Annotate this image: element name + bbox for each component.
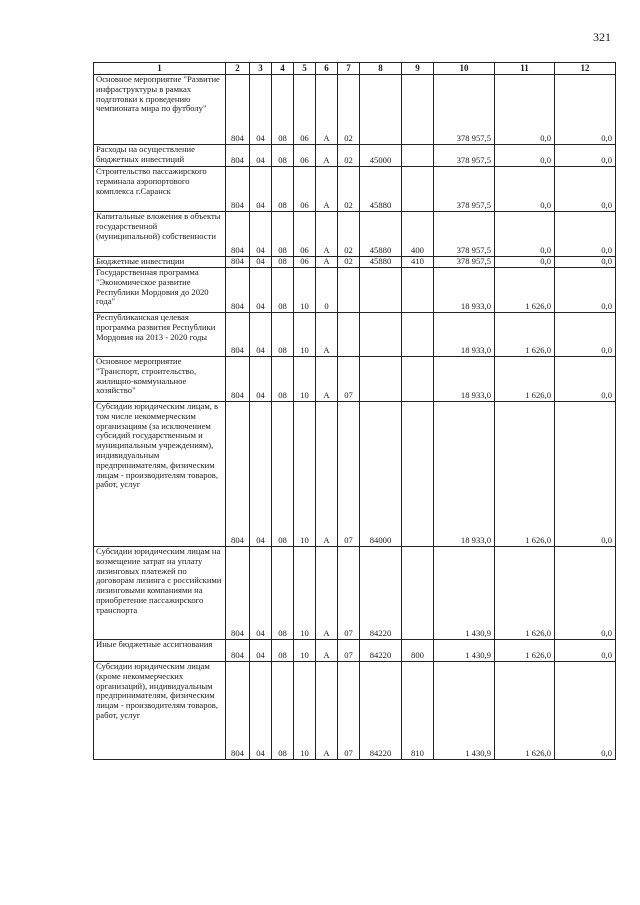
row-cell-c6: А [316, 402, 338, 547]
row-cell-c3: 04 [250, 662, 272, 760]
row-cell-c2: 804 [226, 547, 250, 640]
row-cell-c4: 08 [272, 75, 294, 145]
row-name-cell: Основное мероприятие "Развитие инфраструктуры в рамках подготовки к проведению чемпионата мира по футболу" [94, 75, 226, 145]
row-cell-c4: 08 [272, 547, 294, 640]
row-cell-c9: 810 [402, 662, 434, 760]
row-cell-c3: 04 [250, 402, 272, 547]
row-cell-c2: 804 [226, 640, 250, 662]
row-cell-c5: 10 [294, 547, 316, 640]
row-cell-c12: 0,0 [555, 75, 616, 145]
row-cell-c3: 04 [250, 313, 272, 357]
row-cell-c10: 1 430,9 [434, 547, 495, 640]
row-cell-c7 [338, 268, 360, 313]
row-cell-c12: 0,0 [555, 640, 616, 662]
row-cell-c7: 07 [338, 402, 360, 547]
table-body [94, 75, 616, 760]
table-row [94, 212, 616, 257]
row-cell-c8: 84220 [360, 662, 402, 760]
row-cell-c8: 45880 [360, 212, 402, 257]
row-cell-c8: 84000 [360, 402, 402, 547]
row-cell-c6: А [316, 257, 338, 268]
row-cell-c6: А [316, 357, 338, 402]
row-cell-c11: 1 626,0 [495, 402, 555, 547]
column-header-2: 2 [226, 63, 250, 75]
row-cell-c9 [402, 313, 434, 357]
row-cell-c9: 800 [402, 640, 434, 662]
table-row [94, 257, 616, 268]
row-cell-c3: 04 [250, 357, 272, 402]
row-cell-c12: 0,0 [555, 547, 616, 640]
row-cell-c10: 378 957,5 [434, 145, 495, 167]
row-cell-c11: 1 626,0 [495, 268, 555, 313]
table-row [94, 167, 616, 212]
row-cell-c4: 08 [272, 662, 294, 760]
row-cell-c4: 08 [272, 145, 294, 167]
row-cell-c10: 378 957,5 [434, 257, 495, 268]
row-cell-c4: 08 [272, 212, 294, 257]
row-cell-c9 [402, 268, 434, 313]
row-cell-c12: 0,0 [555, 662, 616, 760]
row-cell-c2: 804 [226, 268, 250, 313]
row-cell-c10: 18 933,0 [434, 357, 495, 402]
row-cell-c11: 0,0 [495, 75, 555, 145]
row-cell-c5: 06 [294, 145, 316, 167]
row-cell-c11: 1 626,0 [495, 547, 555, 640]
row-cell-c5: 06 [294, 257, 316, 268]
column-header-1: 1 [94, 63, 226, 75]
row-name-cell: Расходы на осуществление бюджетных инвестиций [94, 145, 226, 167]
row-cell-c11: 1 626,0 [495, 313, 555, 357]
row-cell-c7: 02 [338, 75, 360, 145]
row-cell-c9 [402, 547, 434, 640]
column-header-10: 10 [434, 63, 495, 75]
row-cell-c12: 0,0 [555, 402, 616, 547]
row-cell-c9: 410 [402, 257, 434, 268]
row-cell-c8 [360, 75, 402, 145]
row-cell-c10: 378 957,5 [434, 167, 495, 212]
row-cell-c8: 45880 [360, 167, 402, 212]
row-cell-c10: 378 957,5 [434, 212, 495, 257]
row-cell-c4: 08 [272, 313, 294, 357]
row-cell-c3: 04 [250, 640, 272, 662]
row-cell-c6: А [316, 212, 338, 257]
row-cell-c7 [338, 313, 360, 357]
row-cell-c6: А [316, 145, 338, 167]
row-cell-c7: 02 [338, 167, 360, 212]
row-name-cell: Строительство пассажирского терминала аэропортового комплекса г.Саранск [94, 167, 226, 212]
row-cell-c10: 1 430,9 [434, 662, 495, 760]
row-cell-c7: 07 [338, 662, 360, 760]
row-cell-c5: 10 [294, 313, 316, 357]
table-row [94, 662, 616, 760]
row-cell-c5: 10 [294, 662, 316, 760]
row-cell-c2: 804 [226, 402, 250, 547]
column-header-8: 8 [360, 63, 402, 75]
row-cell-c6: 0 [316, 268, 338, 313]
row-cell-c10: 378 957,5 [434, 75, 495, 145]
row-cell-c10: 18 933,0 [434, 268, 495, 313]
table-row [94, 145, 616, 167]
row-cell-c9 [402, 167, 434, 212]
header-row [94, 63, 616, 75]
row-cell-c4: 08 [272, 257, 294, 268]
table-row [94, 75, 616, 145]
row-name-cell: Основное мероприятие "Транспорт, строительство, жилищно-коммунальное хозяйство" [94, 357, 226, 402]
row-cell-c12: 0,0 [555, 167, 616, 212]
row-cell-c7: 07 [338, 357, 360, 402]
row-cell-c6: А [316, 662, 338, 760]
row-cell-c2: 804 [226, 145, 250, 167]
row-cell-c9 [402, 145, 434, 167]
row-cell-c12: 0,0 [555, 212, 616, 257]
column-header-6: 6 [316, 63, 338, 75]
row-cell-c3: 04 [250, 145, 272, 167]
table-row [94, 268, 616, 313]
column-header-3: 3 [250, 63, 272, 75]
row-cell-c10: 1 430,9 [434, 640, 495, 662]
row-cell-c9 [402, 357, 434, 402]
row-cell-c9 [402, 402, 434, 547]
row-cell-c8: 45880 [360, 257, 402, 268]
row-cell-c11: 1 626,0 [495, 357, 555, 402]
row-cell-c2: 804 [226, 357, 250, 402]
row-cell-c4: 08 [272, 167, 294, 212]
row-cell-c6: А [316, 75, 338, 145]
table-row [94, 402, 616, 547]
row-cell-c3: 04 [250, 167, 272, 212]
row-cell-c8 [360, 268, 402, 313]
column-header-7: 7 [338, 63, 360, 75]
row-cell-c5: 06 [294, 75, 316, 145]
row-cell-c5: 10 [294, 357, 316, 402]
row-cell-c9 [402, 75, 434, 145]
row-cell-c12: 0,0 [555, 268, 616, 313]
row-cell-c5: 10 [294, 640, 316, 662]
row-cell-c5: 06 [294, 212, 316, 257]
row-cell-c7: 02 [338, 212, 360, 257]
row-cell-c11: 0,0 [495, 257, 555, 268]
row-cell-c2: 804 [226, 167, 250, 212]
row-name-cell: Субсидии юридическим лицам, в том числе некоммерческим организациям (за исключением субсидий государственным и муниципальным учреждениям), индивидуальным предпринимателям, физическим лицам - производителям товаров, работ, услуг [94, 402, 226, 547]
row-cell-c12: 0,0 [555, 257, 616, 268]
row-cell-c11: 1 626,0 [495, 662, 555, 760]
row-cell-c12: 0,0 [555, 145, 616, 167]
row-cell-c4: 08 [272, 268, 294, 313]
row-cell-c3: 04 [250, 547, 272, 640]
table-row [94, 357, 616, 402]
row-cell-c3: 04 [250, 257, 272, 268]
row-cell-c8: 45000 [360, 145, 402, 167]
row-cell-c5: 10 [294, 268, 316, 313]
row-cell-c7: 02 [338, 145, 360, 167]
column-header-9: 9 [402, 63, 434, 75]
row-name-cell: Государственная программа "Экономическое развитие Республики Мордовия до 2020 года" [94, 268, 226, 313]
row-cell-c10: 18 933,0 [434, 313, 495, 357]
row-name-cell: Капитальные вложения в объекты государственной (муниципальной) собственности [94, 212, 226, 257]
budget-table [93, 62, 616, 760]
row-cell-c2: 804 [226, 75, 250, 145]
row-name-cell: Субсидии юридическим лицам (кроме некоммерческих организаций), индивидуальным предпринимателям, физическим лицам - производителям товаров, работ, услуг [94, 662, 226, 760]
row-cell-c5: 06 [294, 167, 316, 212]
row-cell-c2: 804 [226, 257, 250, 268]
column-header-5: 5 [294, 63, 316, 75]
row-cell-c8 [360, 313, 402, 357]
row-cell-c11: 0,0 [495, 167, 555, 212]
row-cell-c4: 08 [272, 402, 294, 547]
row-cell-c5: 10 [294, 402, 316, 547]
row-cell-c10: 18 933,0 [434, 402, 495, 547]
row-cell-c6: А [316, 547, 338, 640]
table-row [94, 313, 616, 357]
table-row [94, 547, 616, 640]
row-cell-c4: 08 [272, 357, 294, 402]
column-header-4: 4 [272, 63, 294, 75]
row-cell-c3: 04 [250, 75, 272, 145]
row-cell-c6: А [316, 167, 338, 212]
row-cell-c11: 0,0 [495, 212, 555, 257]
column-header-11: 11 [495, 63, 555, 75]
row-cell-c2: 804 [226, 313, 250, 357]
row-name-cell: Субсидии юридическим лицам на возмещение затрат на уплату лизинговых платежей по договорам лизинга с российскими лизинговыми компаниями на приобретение пассажирского транспорта [94, 547, 226, 640]
column-header-12: 12 [555, 63, 616, 75]
row-cell-c4: 08 [272, 640, 294, 662]
row-cell-c6: А [316, 640, 338, 662]
row-cell-c3: 04 [250, 212, 272, 257]
row-cell-c12: 0,0 [555, 357, 616, 402]
row-name-cell: Республиканская целевая программа развития Республики Мордовия на 2013 - 2020 годы [94, 313, 226, 357]
row-name-cell: Бюджетные инвестиции [94, 257, 226, 268]
table-row [94, 640, 616, 662]
row-cell-c2: 804 [226, 662, 250, 760]
row-cell-c11: 1 626,0 [495, 640, 555, 662]
row-cell-c8: 84220 [360, 547, 402, 640]
row-cell-c11: 0,0 [495, 145, 555, 167]
row-cell-c8 [360, 357, 402, 402]
row-name-cell: Иные бюджетные ассигнования [94, 640, 226, 662]
row-cell-c2: 804 [226, 212, 250, 257]
row-cell-c7: 07 [338, 547, 360, 640]
row-cell-c7: 02 [338, 257, 360, 268]
row-cell-c7: 07 [338, 640, 360, 662]
page-number: 321 [593, 30, 611, 44]
row-cell-c12: 0,0 [555, 313, 616, 357]
row-cell-c8: 84220 [360, 640, 402, 662]
row-cell-c9: 400 [402, 212, 434, 257]
row-cell-c6: А [316, 313, 338, 357]
row-cell-c3: 04 [250, 268, 272, 313]
